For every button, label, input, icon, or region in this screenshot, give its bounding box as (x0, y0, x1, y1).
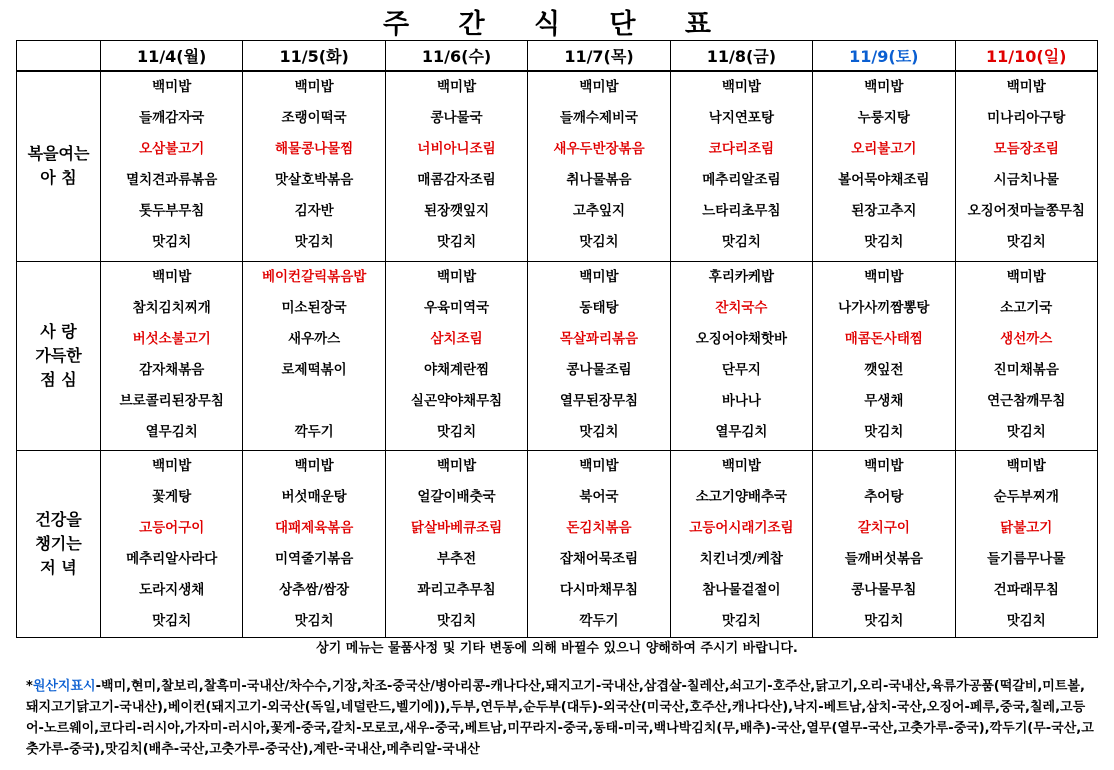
menu-item: 메추리알조림 (702, 172, 781, 188)
menu-item: 부추전 (436, 550, 477, 567)
menu-item: 맛김치 (864, 234, 904, 250)
menu-item: 버섯소불고기 (132, 330, 211, 347)
menu-item: 시금치나물 (993, 172, 1059, 188)
menu-item: 모듬장조림 (993, 141, 1059, 157)
meal-label (17, 261, 101, 450)
menu-item: 맛김치 (152, 612, 192, 629)
menu-cell (670, 71, 812, 261)
menu-item: 돈김치볶음 (566, 519, 632, 536)
menu-item: 맛김치 (1006, 234, 1046, 250)
menu-item: 맛김치 (436, 423, 477, 440)
menu-item: 깍두기 (294, 423, 334, 440)
menu-cell (243, 261, 385, 450)
menu-item: 우육미역국 (423, 299, 490, 316)
menu-cell (101, 71, 243, 261)
meal-label-line: 사 랑 (40, 321, 77, 341)
menu-item: 맛살호박볶음 (275, 172, 354, 188)
day-header: 11/9(토) (813, 41, 955, 72)
menu-item: 들기름무나물 (987, 550, 1066, 567)
menu-item: 맛김치 (1006, 612, 1046, 629)
menu-item: 닭살바베큐조림 (410, 519, 503, 536)
menu-cell (528, 450, 670, 637)
menu-item: 멸치견과류볶음 (126, 172, 218, 188)
menu-item: 된장깻잎지 (423, 203, 490, 219)
menu-item: 오징어젓마늘쫑무침 (967, 203, 1085, 219)
weekly-menu-table (16, 40, 1098, 638)
menu-item: 미역줄기볶음 (275, 550, 354, 567)
menu-item: 소고기국 (1000, 299, 1053, 316)
page-title: 주 간 식 단 표 (382, 9, 731, 40)
corner-cell (17, 41, 101, 72)
origin-text: -백미,현미,찰보리,찰흑미-국내산/차수수,기장,차조-중국산/병아리콩-캐나다산,돼지고기-국내산,삼겹살-칠레산,쇠고기-호주산,닭고기,오리-국내산,육류가공품(떡갈비,미트볼,돼지고기닭고기-국내산),베이컨(돼지고기-외국산(독일,네덜란드,벨기에)),두부,연두부,순두부(대두)-외국산(미국산,호주산,캐나다산),낙지-베트남,삼치-국산,오징어-페루,중국,칠레,고등어-노르웨이,코다리-러시아,가자미-러시아,꽃게-중국,갈치-모로코,새우-중국,베트남,미꾸라지-중국,동태-미국,백나박김치(무,배추)-국산,열무(열무-국산,고춧가루-중국),깍두기(무-국산,고춧가루-중국),맛김치(배추-국산,고춧가루-중국산),계란-국내산,메추리알-국내산 (26, 679, 1094, 757)
menu-item: 백미밥 (294, 457, 334, 474)
menu-item: 갈치구이 (857, 519, 910, 536)
menu-item: 잔치국수 (715, 299, 768, 316)
meal-label-line: 아 침 (40, 168, 77, 188)
menu-item: 메추리알사라다 (126, 550, 218, 567)
menu-cell (813, 261, 955, 450)
menu-item: 단무지 (721, 361, 761, 378)
origin-info (26, 676, 1096, 760)
menu-item: 톳두부무침 (139, 203, 205, 219)
menu-item: 맛김치 (864, 423, 904, 440)
menu-cell (243, 450, 385, 637)
menu-item: 조랭이떡국 (281, 110, 347, 126)
menu-item: 콩나물무침 (851, 581, 917, 598)
menu-cell (528, 71, 670, 261)
menu-item: 백미밥 (864, 268, 904, 285)
menu-item: 감자채볶음 (139, 361, 205, 378)
menu-item: 다시마채무침 (559, 581, 639, 598)
menu-item: 동태탕 (579, 299, 619, 316)
menu-item (243, 386, 384, 417)
menu-item: 꽈리고추무침 (417, 581, 496, 598)
menu-item: 맛김치 (721, 234, 761, 250)
menu-item: 백미밥 (864, 79, 904, 95)
menu-item: 된장고추지 (851, 203, 917, 219)
meal-label-line: 가득한 (35, 345, 82, 365)
menu-item: 후리카케밥 (708, 268, 774, 285)
menu-item: 새우까스 (288, 330, 341, 347)
menu-item: 열무김치 (715, 423, 768, 440)
menu-item: 연근참깨무침 (987, 392, 1066, 409)
menu-item: 오징어야채핫바 (695, 330, 788, 347)
menu-item: 새우두반장볶음 (553, 141, 645, 157)
menu-item: 대패제육볶음 (275, 519, 354, 536)
menu-item: 맛김치 (436, 234, 477, 250)
menu-cell (955, 261, 1097, 450)
menu-item: 콩나물국 (430, 110, 483, 126)
menu-item: 깻잎전 (864, 361, 904, 378)
menu-item: 맛김치 (579, 234, 619, 250)
menu-item: 백미밥 (436, 79, 477, 95)
menu-item: 백미밥 (294, 79, 334, 95)
menu-item: 백미밥 (152, 79, 192, 95)
menu-item: 매콤감자조림 (417, 172, 496, 188)
menu-item: 백미밥 (1006, 79, 1046, 95)
menu-item: 백미밥 (436, 457, 477, 474)
menu-item: 백미밥 (1006, 268, 1046, 285)
menu-item: 베이컨갈릭볶음밥 (261, 268, 367, 285)
day-header: 11/10(일) (955, 41, 1097, 72)
menu-item: 코다리조림 (708, 141, 774, 157)
menu-item: 열무된장무침 (559, 392, 639, 409)
menu-item: 백미밥 (721, 79, 761, 95)
menu-item: 오삼불고기 (139, 141, 205, 157)
menu-item: 바나나 (721, 392, 761, 409)
menu-item: 미나리아구탕 (987, 110, 1066, 126)
menu-item: 참치김치찌개 (132, 299, 211, 316)
menu-item: 꽃게탕 (152, 488, 192, 505)
menu-item: 잡채어묵조림 (559, 550, 639, 567)
menu-cell (955, 71, 1097, 261)
day-header: 11/5(화) (243, 41, 385, 72)
menu-item: 맛김치 (1006, 423, 1046, 440)
day-header: 11/7(목) (528, 41, 670, 72)
menu-item: 야채계란찜 (423, 361, 490, 378)
menu-item: 상추쌈/쌈장 (279, 581, 350, 598)
day-header: 11/4(월) (101, 41, 243, 72)
menu-item: 볼어묵야채조림 (838, 172, 930, 188)
menu-item: 무생채 (864, 392, 904, 409)
menu-item: 백미밥 (864, 457, 904, 474)
menu-cell (813, 71, 955, 261)
menu-item: 도라지생채 (139, 581, 205, 598)
menu-item: 맛김치 (721, 612, 761, 629)
meal-row (17, 71, 1098, 261)
day-header: 11/6(수) (385, 41, 527, 72)
day-header-row (17, 41, 1098, 72)
menu-item: 브로콜리된장무침 (119, 392, 224, 409)
menu-item: 백미밥 (579, 457, 619, 474)
menu-cell (955, 450, 1097, 637)
menu-item: 실곤약야채무침 (410, 392, 503, 409)
meal-label (17, 71, 101, 261)
menu-item: 맛김치 (294, 234, 334, 250)
meal-label-line: 저 녁 (40, 557, 77, 577)
meal-row (17, 450, 1098, 637)
menu-cell (385, 450, 527, 637)
menu-item: 삼치조림 (430, 330, 483, 347)
menu-item: 백미밥 (1006, 457, 1046, 474)
menu-cell (243, 71, 385, 261)
menu-item: 고등어시래기조림 (689, 519, 794, 536)
day-header: 11/8(금) (670, 41, 812, 72)
menu-item: 콩나물조림 (566, 361, 632, 378)
menu-item: 얼갈이배춧국 (417, 488, 496, 505)
menu-item: 들깨버섯볶음 (844, 550, 923, 567)
menu-item: 들깨감자국 (139, 110, 205, 126)
menu-item: 백미밥 (721, 457, 761, 474)
meal-label-line: 점 심 (40, 369, 77, 389)
menu-cell (528, 261, 670, 450)
menu-item: 낙지연포탕 (708, 110, 774, 126)
menu-item: 백미밥 (152, 268, 192, 285)
menu-item: 건파래무침 (993, 581, 1059, 598)
menu-item: 들깨수제비국 (559, 110, 639, 126)
menu-item: 추어탕 (864, 488, 904, 505)
menu-item: 닭불고기 (1000, 519, 1053, 536)
menu-item: 매콤돈사태찜 (844, 330, 923, 347)
meal-row (17, 261, 1098, 450)
menu-item: 느타리초무침 (702, 203, 781, 219)
menu-item: 누룽지탕 (857, 110, 910, 126)
menu-item: 버섯매운탕 (281, 488, 347, 505)
menu-cell (385, 261, 527, 450)
menu-item: 맛김치 (436, 612, 477, 629)
menu-item: 백미밥 (579, 79, 619, 95)
menu-item: 오리불고기 (851, 141, 917, 157)
menu-item: 소고기양배추국 (695, 488, 788, 505)
menu-item: 취나물볶음 (566, 172, 632, 188)
menu-item: 맛김치 (864, 612, 904, 629)
menu-cell (101, 261, 243, 450)
menu-item: 맛김치 (152, 234, 192, 250)
menu-item: 목살꽈리볶음 (559, 330, 639, 347)
menu-item: 나가사끼짬뽕탕 (838, 299, 930, 316)
menu-item: 북어국 (579, 488, 619, 505)
menu-cell (670, 450, 812, 637)
menu-item: 치킨너겟/케찹 (699, 550, 783, 567)
menu-cell (385, 71, 527, 261)
menu-cell (670, 261, 812, 450)
menu-item: 고등어구이 (139, 519, 205, 536)
menu-item: 백미밥 (152, 457, 192, 474)
menu-item: 순두부찌개 (993, 488, 1059, 505)
menu-item: 미소된장국 (281, 299, 347, 316)
menu-item: 깍두기 (579, 612, 619, 629)
menu-cell (101, 450, 243, 637)
menu-item: 로제떡볶이 (281, 361, 347, 378)
menu-cell (813, 450, 955, 637)
menu-item: 백미밥 (579, 268, 619, 285)
menu-item: 참나물겉절이 (702, 581, 781, 598)
origin-label: 원산지표시 (32, 679, 96, 694)
meal-label-line: 복을여는 (27, 144, 90, 164)
menu-item: 맛김치 (579, 423, 619, 440)
menu-item: 열무김치 (145, 423, 198, 440)
origin-prefix: * (26, 679, 33, 694)
meal-label (17, 450, 101, 637)
menu-item: 진미채볶음 (993, 361, 1059, 378)
notice-text: 상기 메뉴는 물품사정 및 기타 변동에 의해 바뀔수 있으니 양해하여 주시기 바랍니다. (316, 641, 798, 656)
meal-label-line: 건강을 (35, 509, 82, 529)
meal-label-line: 챙기는 (35, 533, 82, 553)
menu-item: 생선까스 (1000, 330, 1053, 347)
menu-item: 해물콩나물찜 (275, 141, 354, 157)
menu-item: 백미밥 (436, 268, 477, 285)
menu-item: 맛김치 (294, 612, 334, 629)
menu-item: 고추잎지 (572, 203, 626, 219)
menu-item: 너비아니조림 (417, 141, 496, 157)
menu-item: 김자반 (294, 203, 334, 219)
